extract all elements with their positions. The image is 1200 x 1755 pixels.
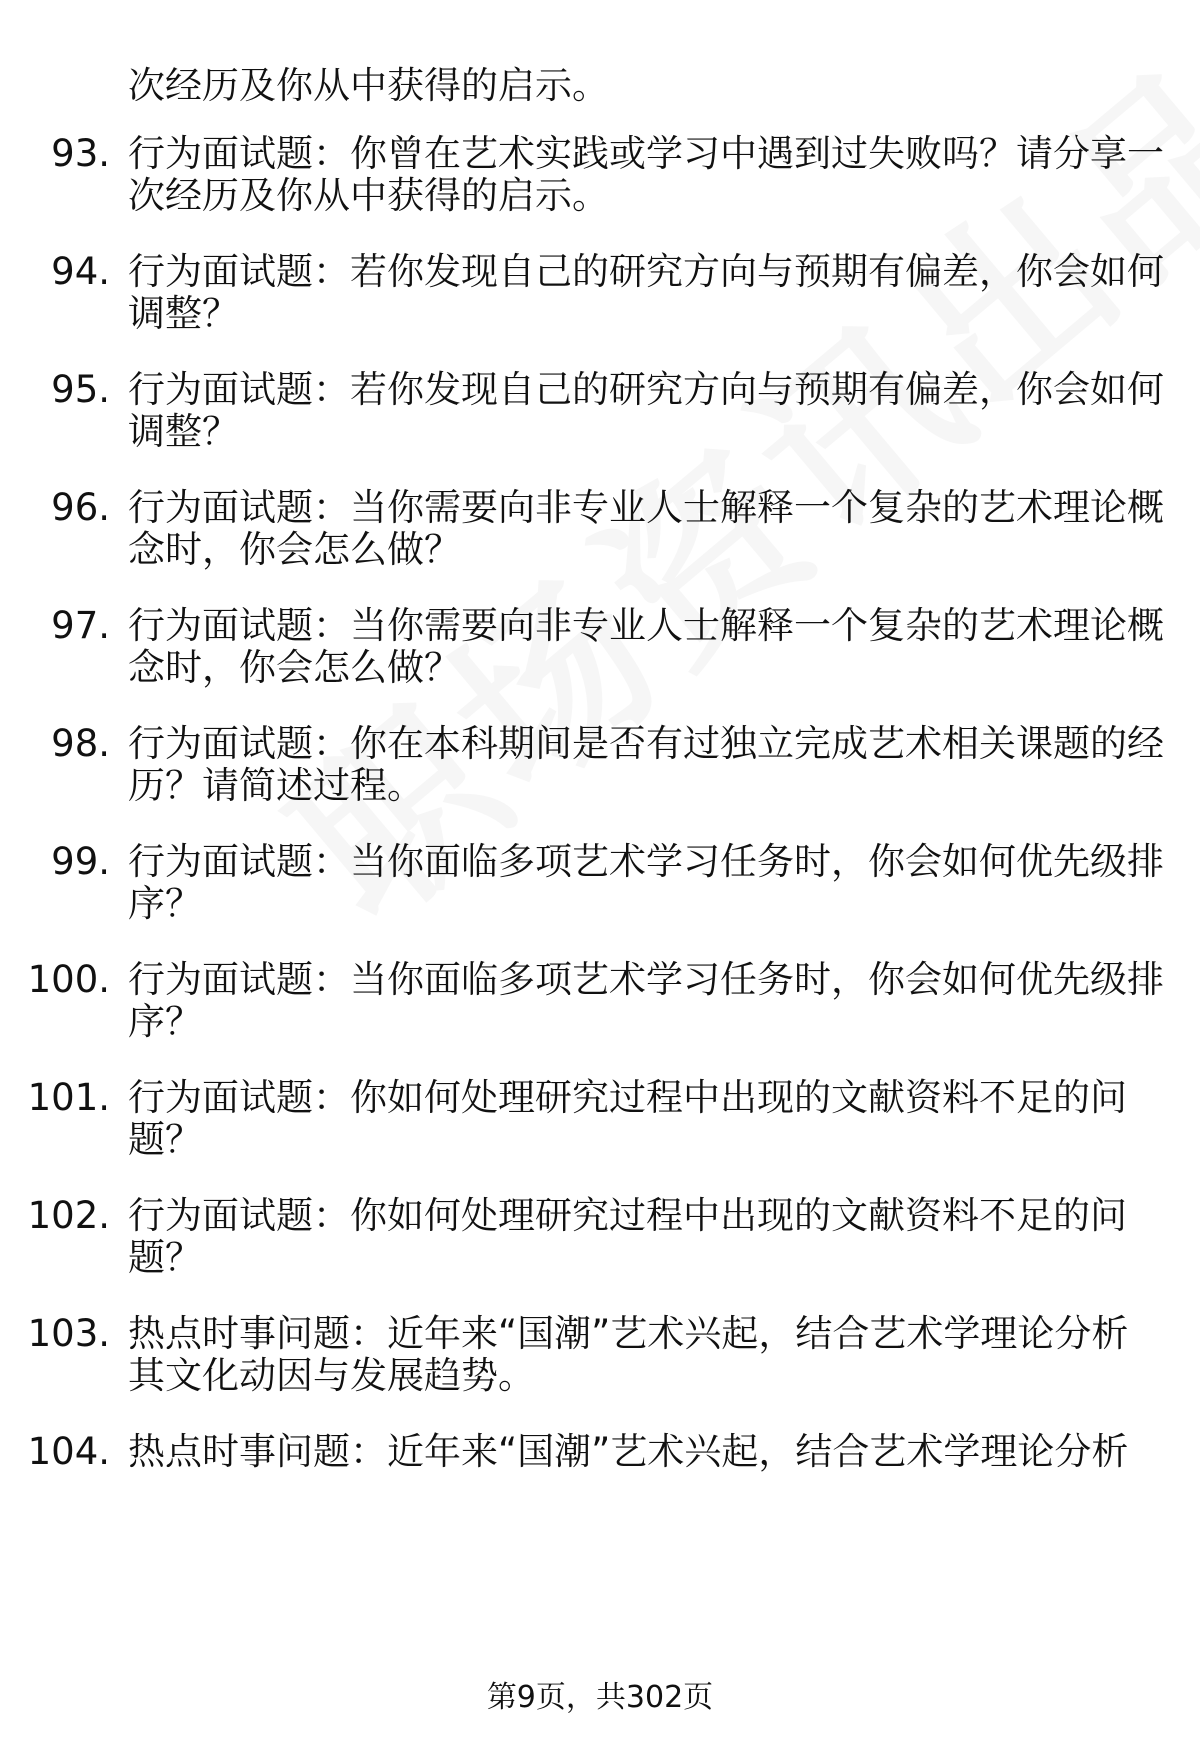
item-text-line: 序？ bbox=[128, 882, 202, 925]
item-text-line: 调整？ bbox=[128, 292, 239, 335]
item-text-line: 次经历及你从中获得的启示。 bbox=[128, 174, 609, 217]
item-text-line: 行为面试题：当你面临多项艺术学习任务时，你会如何优先级排 bbox=[128, 840, 1164, 883]
item-text-line: 念时，你会怎么做？ bbox=[128, 646, 461, 689]
item-number: 93. bbox=[51, 132, 110, 175]
item-text-line: 行为面试题：你在本科期间是否有过独立完成艺术相关课题的经 bbox=[128, 722, 1164, 765]
item-number: 101. bbox=[27, 1076, 110, 1119]
item-text-line: 行为面试题：你如何处理研究过程中出现的文献资料不足的问 bbox=[128, 1076, 1127, 1119]
item-text-line: 念时，你会怎么做？ bbox=[128, 528, 461, 571]
item-number: 96. bbox=[51, 486, 110, 529]
item-text-line: 历？请简述过程。 bbox=[128, 764, 424, 807]
item-number: 103. bbox=[27, 1312, 110, 1355]
item-text-line: 调整？ bbox=[128, 410, 239, 453]
item-number: 99. bbox=[51, 840, 110, 883]
item-text-line: 行为面试题：若你发现自己的研究方向与预期有偏差，你会如何 bbox=[128, 250, 1164, 293]
item-number: 97. bbox=[51, 604, 110, 647]
item-text-line: 题？ bbox=[128, 1236, 202, 1279]
continuation-line: 次经历及你从中获得的启示。 bbox=[128, 64, 609, 107]
item-text-line: 题？ bbox=[128, 1118, 202, 1161]
item-text-line: 其文化动因与发展趋势。 bbox=[128, 1354, 535, 1397]
item-text-line: 热点时事问题：近年来“国潮”艺术兴起，结合艺术学理论分析 bbox=[128, 1430, 1129, 1473]
item-text-line: 行为面试题：若你发现自己的研究方向与预期有偏差，你会如何 bbox=[128, 368, 1164, 411]
page-footer: 第9页，共302页 bbox=[486, 1680, 714, 1715]
item-text-line: 行为面试题：当你面临多项艺术学习任务时，你会如何优先级排 bbox=[128, 958, 1164, 1001]
item-text-line: 行为面试题：你曾在艺术实践或学习中遇到过失败吗？请分享一 bbox=[128, 132, 1164, 175]
item-text-line: 序？ bbox=[128, 1000, 202, 1043]
item-text-line: 行为面试题：你如何处理研究过程中出现的文献资料不足的问 bbox=[128, 1194, 1127, 1237]
item-number: 100. bbox=[27, 958, 110, 1001]
item-number: 95. bbox=[51, 368, 110, 411]
item-text-line: 热点时事问题：近年来“国潮”艺术兴起，结合艺术学理论分析 bbox=[128, 1312, 1129, 1355]
item-text-line: 行为面试题：当你需要向非专业人士解释一个复杂的艺术理论概 bbox=[128, 604, 1164, 647]
item-number: 102. bbox=[27, 1194, 110, 1237]
item-number: 98. bbox=[51, 722, 110, 765]
item-number: 94. bbox=[51, 250, 110, 293]
item-number: 104. bbox=[27, 1430, 110, 1473]
item-text-line: 行为面试题：当你需要向非专业人士解释一个复杂的艺术理论概 bbox=[128, 486, 1164, 529]
